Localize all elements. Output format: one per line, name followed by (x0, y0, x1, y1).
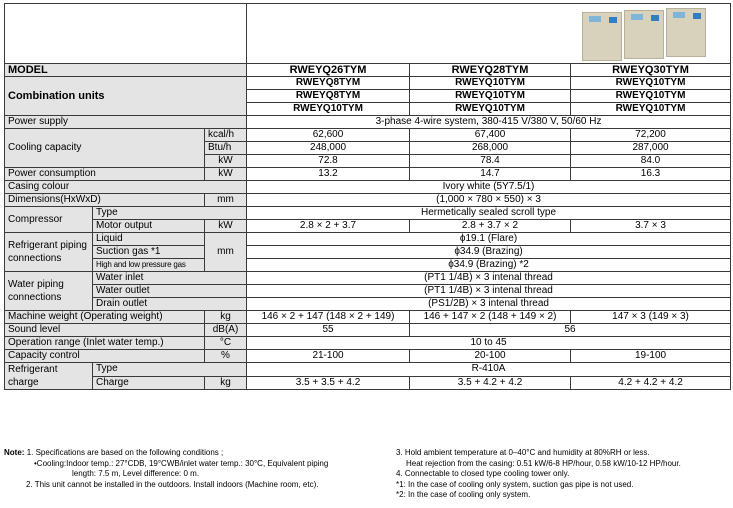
value-cell: 19-100 (571, 350, 731, 363)
value-cell: 62,600 (247, 129, 410, 142)
value-cell: 72.8 (247, 155, 410, 168)
note-line: •Cooling:Indoor temp.: 27°CDB, 19°CWB/inlet water temp.: 30°C, Equivalent piping (34, 458, 329, 468)
refrigerant-type-label: Type (93, 363, 247, 377)
notes-right (396, 448, 681, 501)
compressor-label: Compressor (5, 207, 93, 233)
value-cell: 55 (247, 324, 410, 337)
value-cell: 2.8 + 3.7 × 2 (410, 220, 571, 233)
unit-cell: kW (205, 155, 247, 168)
water-row-value: (PS1/2B) × 3 intenal thread (247, 298, 731, 311)
value-cell: 248,000 (247, 142, 410, 155)
combination-cell: RWEYQ8TYM (247, 90, 410, 103)
operation-range-value: 10 to 45 (247, 337, 731, 350)
value-cell: 3.5 + 4.2 + 4.2 (410, 376, 571, 390)
water-row-label: Water inlet (93, 272, 247, 285)
specification-table (4, 3, 731, 390)
value-cell: 2.8 × 2 + 3.7 (247, 220, 410, 233)
unit-cell: dB(A) (205, 324, 247, 337)
cooling-capacity-label: Cooling capacity (5, 129, 205, 168)
combination-cell: RWEYQ8TYM (247, 77, 410, 90)
note-line: *1: In the case of cooling only system, suction gas pipe is not used. (396, 479, 634, 489)
outdoor-unit-2 (624, 10, 664, 59)
water-piping-label: Water piping connections (5, 272, 93, 311)
combination-label: Combination units (5, 77, 247, 116)
product-image (582, 8, 708, 60)
unit-cell: mm (205, 194, 247, 207)
unit-cell: kW (205, 168, 247, 181)
operation-range-label: Operation range (Inlet water temp.) (5, 337, 205, 350)
combination-cell: RWEYQ10TYM (247, 103, 410, 116)
combination-cell: RWEYQ10TYM (410, 90, 571, 103)
unit-cell: kg (205, 311, 247, 324)
unit-cell: Btu/h (205, 142, 247, 155)
notes-left (4, 448, 328, 490)
water-row-value: (PT1 1/4B) × 3 intenal thread (247, 285, 731, 298)
compressor-type-label: Type (93, 207, 247, 220)
piping-row-label: Liquid (93, 233, 205, 246)
value-cell: 287,000 (571, 142, 731, 155)
value-cell: 146 + 147 × 2 (148 + 149 × 2) (410, 311, 571, 324)
refrigerant-type-value: R-410A (247, 363, 731, 377)
model-name: RWEYQ30TYM (571, 64, 731, 77)
value-cell: 146 × 2 + 147 (148 × 2 + 149) (247, 311, 410, 324)
unit-cell: mm (205, 233, 247, 272)
motor-output-label: Motor output (93, 220, 205, 233)
value-cell: 20-100 (410, 350, 571, 363)
note-line: 4. Connectable to closed type cooling tower only. (396, 469, 570, 478)
power-supply-value: 3-phase 4-wire system, 380-415 V/380 V, 50/60 Hz (247, 116, 731, 129)
product-image-cell (247, 4, 731, 64)
note-line: 1. Specifications are based on the following conditions ; (26, 448, 224, 457)
dimensions-label: Dimensions(HxWxD) (5, 194, 205, 207)
value-cell: 3.5 + 3.5 + 4.2 (247, 376, 410, 390)
value-cell: 56 (410, 324, 731, 337)
combination-cell: RWEYQ10TYM (410, 77, 571, 90)
unit-cell: kg (205, 376, 247, 390)
water-row-value: (PT1 1/4B) × 3 intenal thread (247, 272, 731, 285)
water-row-label: Drain outlet (93, 298, 247, 311)
casing-colour-value: Ivory white (5Y7.5/1) (247, 181, 731, 194)
piping-row-value: ϕ34.9 (Brazing) (247, 246, 731, 259)
note-line: length: 7.5 m, Level difference: 0 m. (72, 469, 200, 478)
model-label: MODEL (5, 64, 247, 77)
value-cell: 13.2 (247, 168, 410, 181)
piping-row-label: High and low pressure gas (93, 259, 205, 272)
model-name: RWEYQ28TYM (410, 64, 571, 77)
value-cell: 84.0 (571, 155, 731, 168)
value-cell: 67,400 (410, 129, 571, 142)
note-line: Heat rejection from the casing: 0.51 kW/6-8 HP/hour, 0.58 kW/10-12 HP/hour. (406, 458, 681, 468)
piping-row-label: Suction gas *1 (93, 246, 205, 259)
piping-row-value: ϕ19.1 (Flare) (247, 233, 731, 246)
blank-header-cell (5, 4, 247, 64)
sound-level-label: Sound level (5, 324, 205, 337)
note-line: *2: In the case of cooling only system. (396, 490, 531, 499)
value-cell: 21-100 (247, 350, 410, 363)
combination-cell: RWEYQ10TYM (571, 103, 731, 116)
value-cell: 4.2 + 4.2 + 4.2 (571, 376, 731, 390)
unit-cell: kW (205, 220, 247, 233)
refrigerant-charge-label: Refrigerant charge (5, 363, 93, 390)
note-line: 3. Hold ambient temperature at 0–40°C and humidity at 80%RH or less. (396, 448, 650, 457)
unit-cell: °C (205, 337, 247, 350)
casing-colour-label: Casing colour (5, 181, 247, 194)
charge-label: Charge (93, 376, 205, 390)
combination-cell: RWEYQ10TYM (571, 90, 731, 103)
water-row-label: Water outlet (93, 285, 247, 298)
combination-cell: RWEYQ10TYM (571, 77, 731, 90)
value-cell: 16.3 (571, 168, 731, 181)
dimensions-value: (1,000 × 780 × 550) × 3 (247, 194, 731, 207)
unit-cell: kcal/h (205, 129, 247, 142)
value-cell: 78.4 (410, 155, 571, 168)
outdoor-unit-1 (582, 12, 622, 61)
unit-cell: % (205, 350, 247, 363)
value-cell: 3.7 × 3 (571, 220, 731, 233)
model-name: RWEYQ26TYM (247, 64, 410, 77)
power-consumption-label: Power consumption (5, 168, 205, 181)
notes-prefix: Note: (4, 448, 25, 457)
machine-weight-label: Machine weight (Operating weight) (5, 311, 205, 324)
value-cell: 268,000 (410, 142, 571, 155)
combination-cell: RWEYQ10TYM (410, 103, 571, 116)
piping-row-value: ϕ34.9 (Brazing) *2 (247, 259, 731, 272)
power-supply-label: Power supply (5, 116, 247, 129)
note-line: 2. This unit cannot be installed in the outdoors. Install indoors (Machine room, etc). (26, 479, 319, 489)
value-cell: 147 × 3 (149 × 3) (571, 311, 731, 324)
refrigerant-piping-label: Refrigerant piping connections (5, 233, 93, 272)
compressor-type-value: Hermetically sealed scroll type (247, 207, 731, 220)
capacity-control-label: Capacity control (5, 350, 205, 363)
value-cell: 14.7 (410, 168, 571, 181)
value-cell: 72,200 (571, 129, 731, 142)
outdoor-unit-3 (666, 8, 706, 57)
